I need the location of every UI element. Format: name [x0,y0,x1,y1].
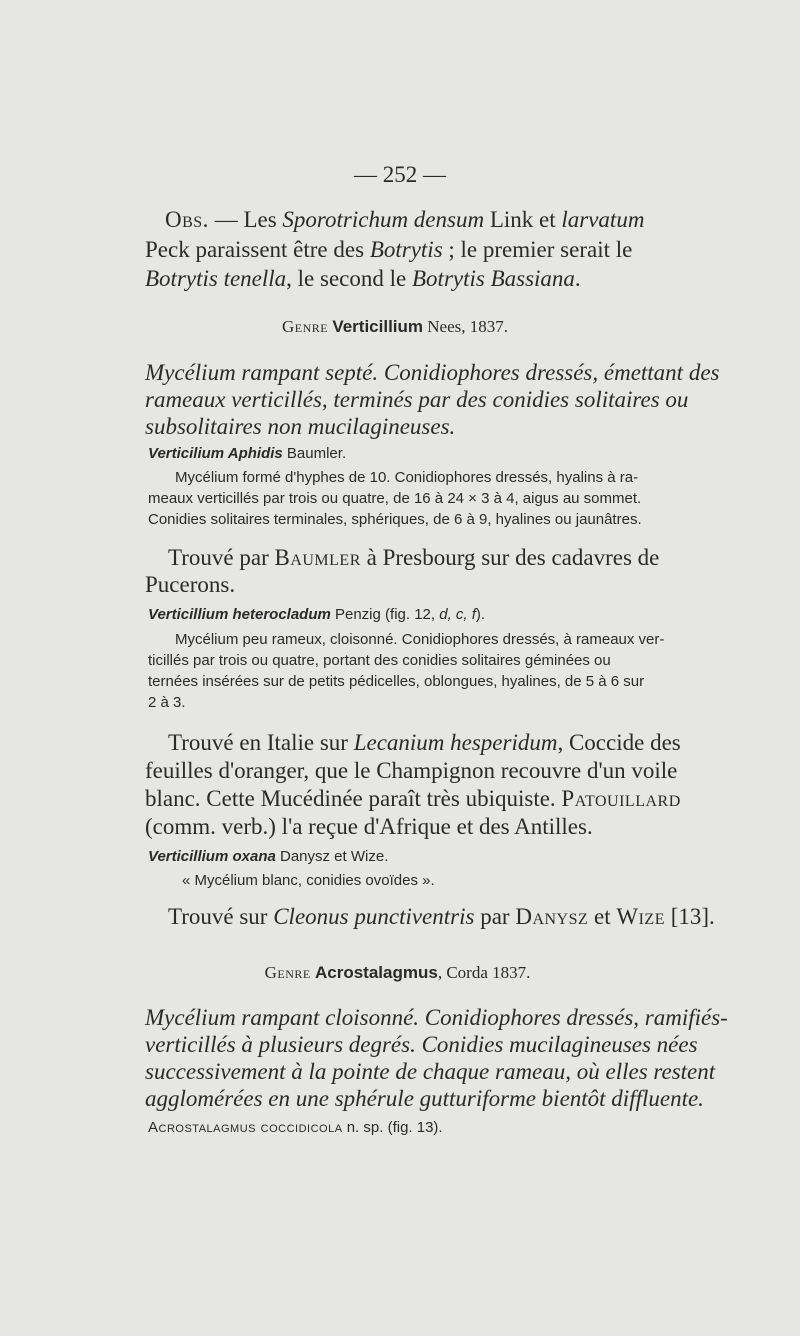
species-verticillium-heterocladum [148,605,800,625]
species1-desc-line-1: Mycélium formé d'hyphes de 10. Conidiophores dressés, hyalins à ra- [175,469,639,486]
page-number: — 252 — [354,162,446,187]
species1-desc-line-2: meaux verticillés par trois ou quatre, de 16 à 24 × 3 à 4, aigus au sommet. [148,490,642,507]
text: Peck paraissent être des [145,237,370,262]
genre2-desc-line-4: agglomérées en une sphérule gutturiforme bientôt diffluente. [145,1086,704,1111]
obs-line-1 [165,205,800,234]
species-authority: Penzig (fig. 12, [330,606,440,623]
text: — Les [208,207,283,232]
taxon: Sporotrichum densum [282,207,485,232]
obs-line-3 [145,264,800,293]
author: Wize [616,904,665,929]
author: Danysz [515,904,589,929]
species-name: Verticilium Aphidis [148,445,283,462]
species2-desc-line-2: ticillés par trois ou quatre, portant des conidies solitaires géminées ou [148,652,611,669]
figure-refs: d, c, f [439,606,476,623]
trouve2-line-1 [168,728,800,757]
species2-desc-line-1: Mycélium peu rameux, cloisonné. Conidiophores dressés, à rameaux ver- [175,631,665,648]
species-acrostalagmus-coccidicola [148,1118,800,1138]
taxon: Cleonus punctiventris [273,904,475,929]
trouve1-line-2: Pucerons. [145,572,236,597]
species-verticilium-aphidis [148,444,800,464]
trouve3-line [168,902,800,931]
trouve1-line-1 [168,543,800,572]
genre-heading-acrostalagmus [0,962,800,984]
text: , le second le [286,266,412,291]
species3-desc-line-1: « Mycélium blanc, conidies ovoïdes ». [182,872,435,889]
species-authority: Danysz et Wize. [275,848,389,865]
species2-desc-line-4: 2 à 3. [148,694,186,711]
text: par [474,904,516,929]
text: Trouvé en Italie sur [168,730,354,755]
text: à Presbourg sur des cadavres de [360,545,660,570]
trouve2-line-4: (comm. verb.) l'a reçue d'Afrique et des Antilles. [145,814,593,839]
text: ). [475,606,486,623]
genre-label: Genre [281,317,329,336]
author: Baumler [274,545,361,570]
genre-heading-verticillium [0,316,800,338]
text: Trouvé sur [168,904,274,929]
author: Patouillard [561,786,681,811]
taxon: Botrytis Bassiana [412,266,575,291]
genre-name: Acrostalagmus [314,963,438,982]
genre-authority: Nees, 1837. [423,317,509,336]
species-verticillium-oxana [148,847,800,867]
taxon: larvatum [561,207,645,232]
species-name: Verticillium oxana [148,848,276,865]
text: et [588,904,617,929]
genre2-desc-line-3: successivement à la pointe de chaque rameau, où elles restent [145,1059,716,1084]
species-authority: Baumler. [282,445,347,462]
text: , Coccide des [557,730,681,755]
obs-line-2 [145,235,800,264]
genre-authority: , Corda 1837. [437,963,531,982]
taxon: Lecanium hesperidum [353,730,558,755]
genre1-desc-line-2: rameaux verticillés, terminés par des conidies solitaires ou [145,387,689,412]
text: . [574,266,581,291]
obs-label: Obs. [165,207,209,232]
text: blanc. Cette Mucédinée paraît très ubiquiste. [145,786,562,811]
taxon: Botrytis tenella [145,266,287,291]
species2-desc-line-3: ternées insérées sur de petits pédicelles, oblongues, hyalines, de 5 à 6 sur [148,673,645,690]
trouve2-line-3 [145,784,800,813]
text: Trouvé par [168,545,275,570]
species-name: Acrostalagmus coccidicola [148,1119,343,1136]
trouve2-line-2: feuilles d'oranger, que le Champignon recouvre d'un voile [145,758,678,783]
species-name: Verticillium heterocladum [148,606,331,623]
genre-name: Verticillium [332,317,424,336]
text: Link et [484,207,562,232]
genre2-desc-line-2: verticillés à plusieurs degrés. Conidies mucilagineuses nées [145,1032,698,1057]
reference: [13]. [664,904,715,929]
taxon: Botrytis [369,237,443,262]
species-authority: n. sp. (fig. 13). [342,1119,443,1136]
genre2-desc-line-1: Mycélium rampant cloisonné. Conidiophores dressés, ramifiés- [145,1005,728,1030]
genre1-desc-line-3: subsolitaires non mucilagineuses. [145,414,456,439]
genre1-desc-line-1: Mycélium rampant septé. Conidiophores dressés, émettant des [145,360,720,385]
species1-desc-line-3: Conidies solitaires terminales, sphériques, de 6 à 9, hyalines ou jaunâtres. [148,511,642,528]
genre-label: Genre [264,963,311,982]
text: ; le premier serait le [442,237,633,262]
